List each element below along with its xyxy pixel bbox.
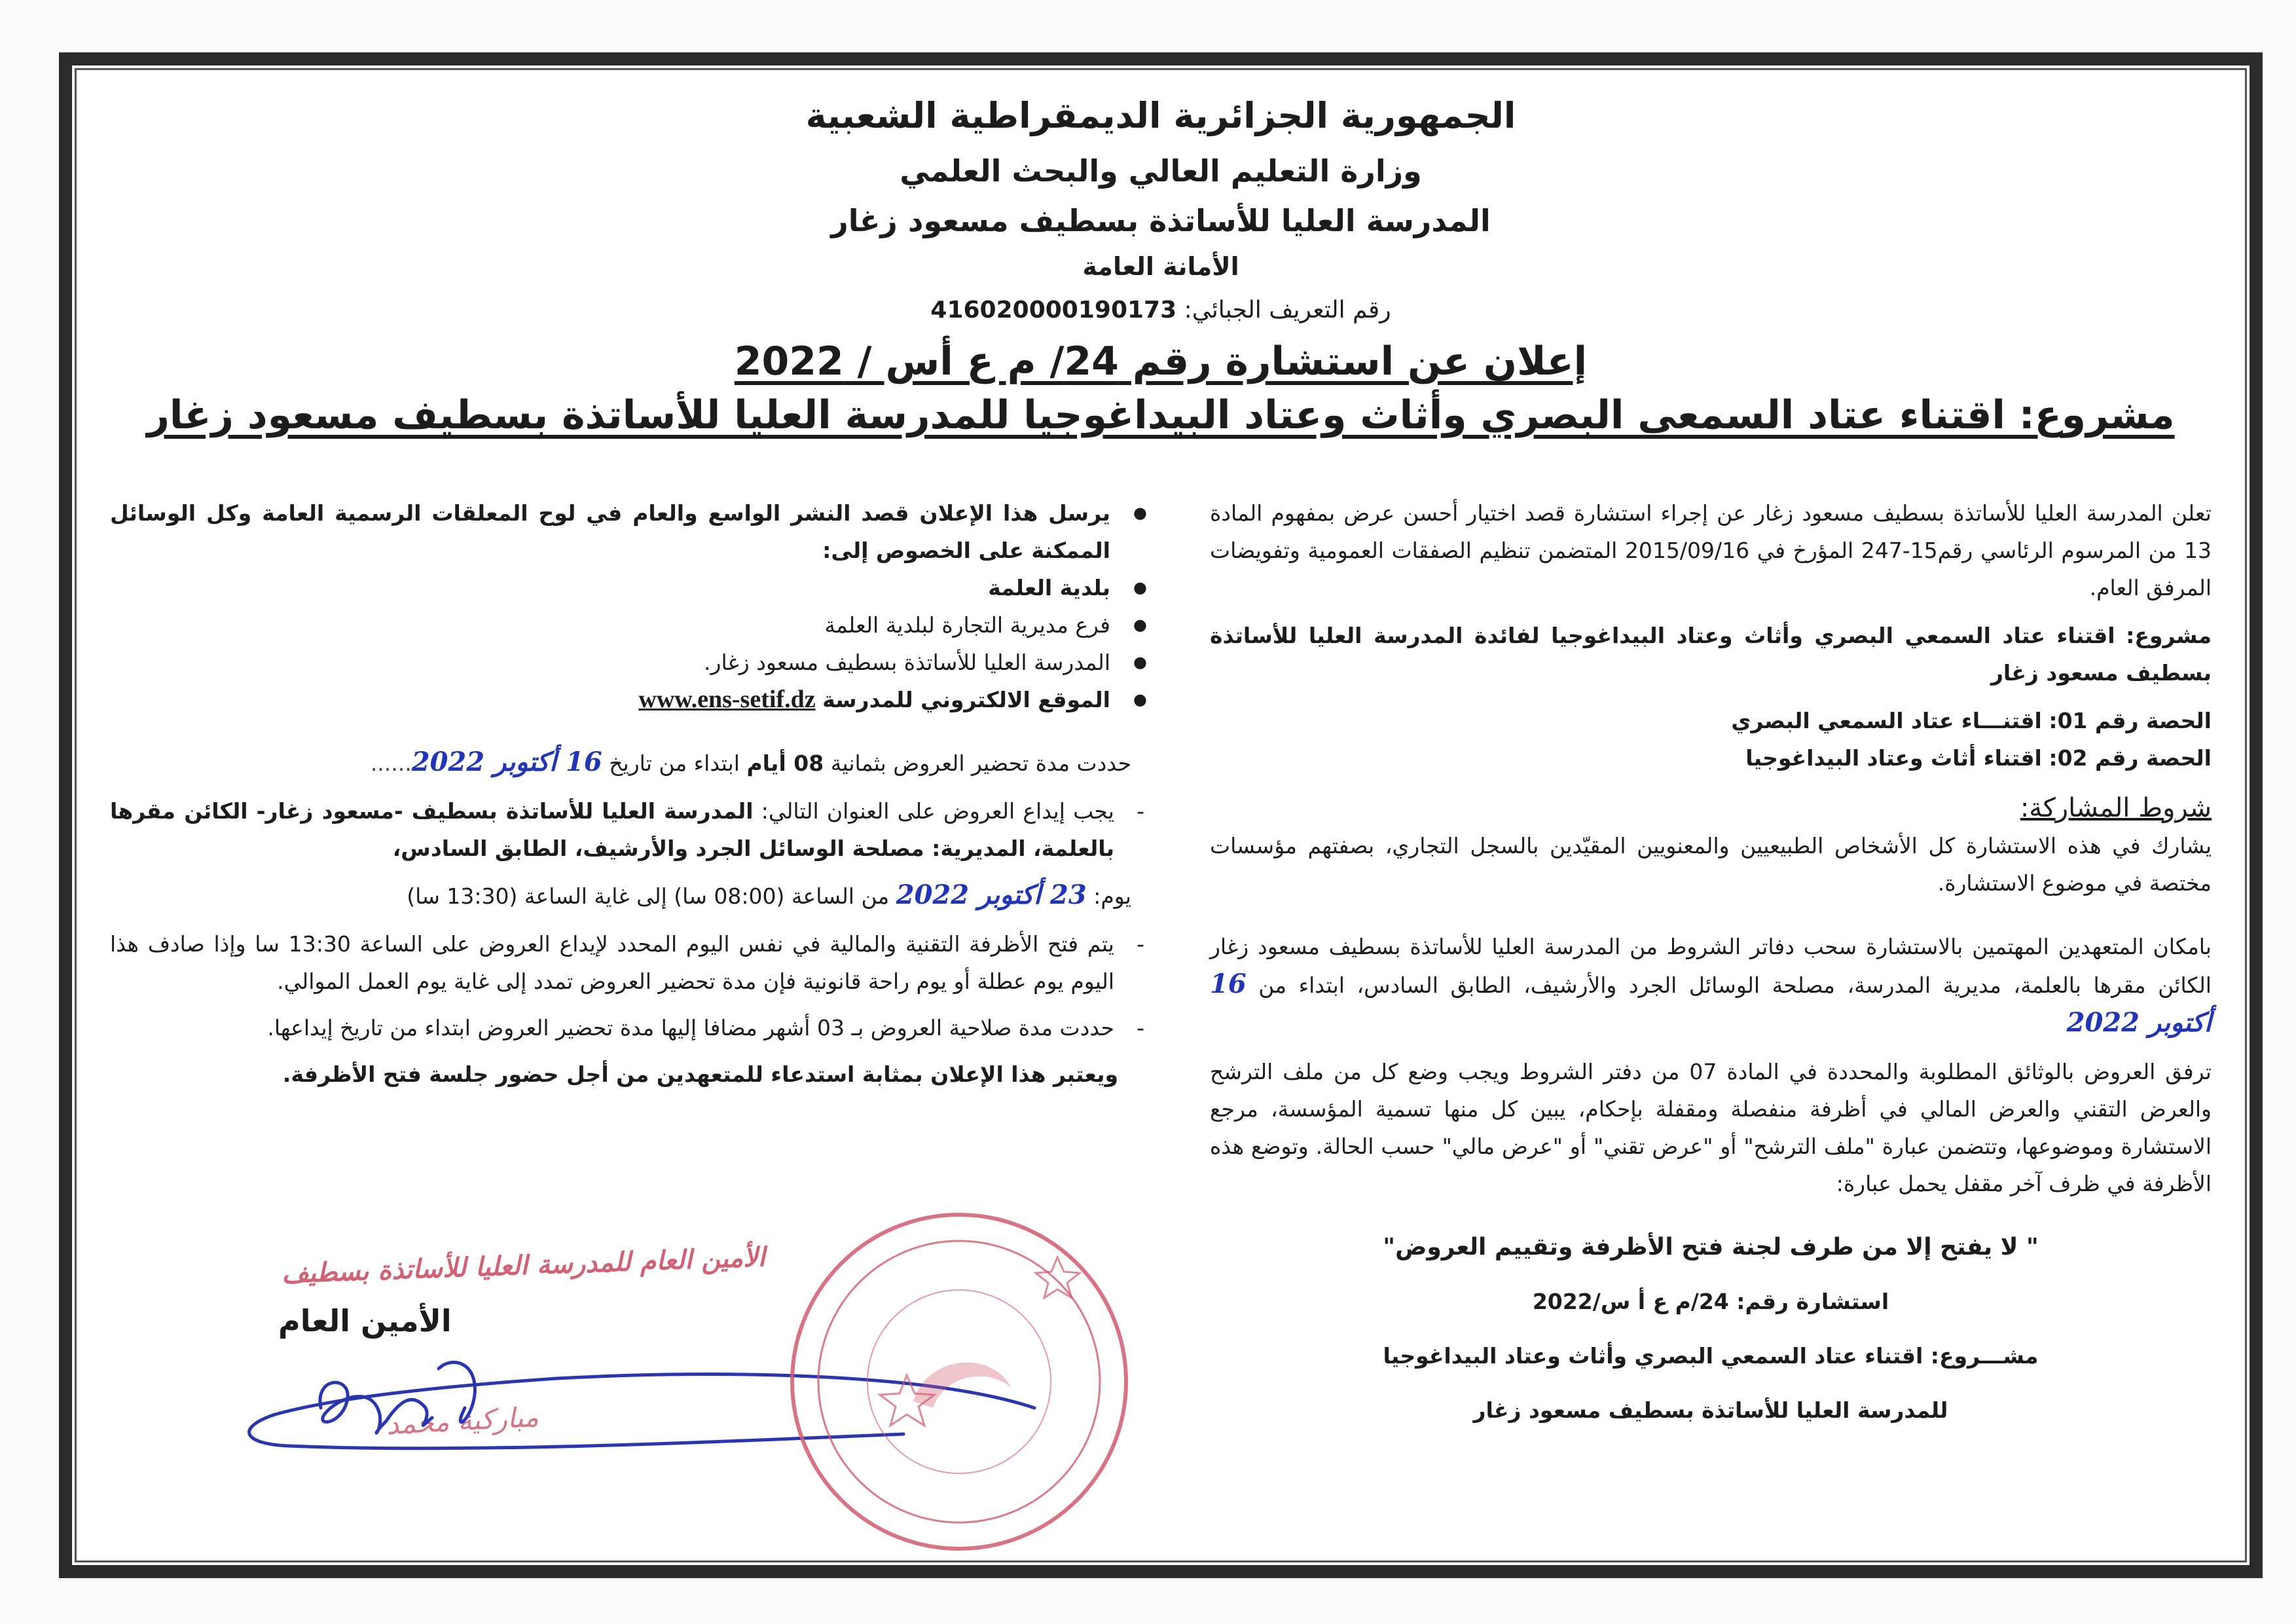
envelope-school: للمدرسة العليا للأساتذة بسطيف مسعود زغار <box>1473 1397 1948 1423</box>
lot-1-label: الحصة رقم 01: <box>2049 708 2212 733</box>
withdraw-paragraph <box>1210 928 2212 1043</box>
list-item: ● بلدية العلمة <box>110 569 1151 606</box>
deposit-hours: من الساعة (08:00 سا) إلى غاية الساعة (13:30 سا) <box>407 883 890 909</box>
lot-2-line <box>1210 739 2212 777</box>
publication-intro: ● يرسل هذا الإعلان قصد النشر الواسع والعام في لوح المعلقات الرسمية العامة وكل الوسائل الممكنة على الخصوص إلى: <box>110 494 1151 569</box>
project-paragraph <box>1210 617 2212 692</box>
duration-text-2: ابتداء من تاريخ <box>609 750 740 776</box>
list-item: ● فرع مديرية التجارة لبلدية العلمة <box>110 606 1151 644</box>
document-frame <box>59 52 2263 1578</box>
project-title: مشروع: اقتناء عتاد السمعى البصري وأثاث وعتاد البيداغوجيا للمدرسة العليا للأساتذة بسطيف مسعود زغار <box>147 392 2175 438</box>
republic-heading: الجمهورية الجزائرية الديمقراطية الشعبية <box>805 95 1516 136</box>
envelope-project: مشـــروع: اقتناء عتاد السمعي البصري وأثاث وعتاد البيداغوجيا <box>1383 1343 2039 1369</box>
tax-id-line <box>72 299 2250 322</box>
opening-paragraph: - يتم فتح الأظرفة التقنية والمالية في نفس اليوم المحدد لإيداع العروض على الساعة 13:30 سا وإذا صادف هذا اليوم يوم عطلة أو يوم راحة قانونية فإن مدة تحضير العروض تمدد إلى غاية يوم العمل الموالي. <box>110 925 1151 1000</box>
left-column <box>110 494 1151 1103</box>
lot-1-text: اقتنـــاء عتاد السمعي البصري <box>1731 708 2042 733</box>
project-label: مشروع: <box>2126 623 2212 648</box>
tax-id-value: 416020000190173 <box>930 297 1177 323</box>
stamp-line: الأمين العام للمدرسة العليا للأساتذة بسطيف <box>281 1242 766 1289</box>
tax-id-label: رقم التعريف الجبائي: <box>1184 297 1391 323</box>
list-item: ● المدرسة العليا للأساتذة بسطيف مسعود زغار. <box>110 644 1151 681</box>
school-heading: المدرسة العليا للأساتذة بسطيف مسعود زغار <box>831 203 1491 238</box>
duration-days: 08 أيام <box>746 750 824 776</box>
withdraw-text: بامكان المتعهدين المهتمين بالاستشارة سحب دفاتر الشروط من المدرسة العليا للأساتذة بسطيف مسعود زغار الكائن مقرها بالعلمة، مديرية المدرسة، مصلحة الوسائل الجرد والأرشيف، الطابق السادس، ابتداء من <box>1210 934 2212 998</box>
document-header <box>72 95 2250 438</box>
publication-list <box>110 494 1151 718</box>
duration-date-handwritten: 16 أكتوبر 2022 <box>411 747 602 777</box>
intro-paragraph: تعلن المدرسة العليا للأساتذة بسطيف مسعود زغار عن إجراء استشارة قصد اختيار أحسن عرض بمفهوم المادة 13 من المرسوم الرئاسي رقم15-247 المؤرخ في 2015/09/16 المتضمن تنظيم الصفقات العمومية وتفويضات المرفق العام. <box>1210 500 2212 600</box>
official-seal <box>782 1205 1136 1559</box>
envelope-inscription: " لا يفتح إلا من طرف لجنة فتح الأظرفة وتقييم العروض" <box>1383 1234 2039 1261</box>
offers-paragraph: ترفق العروض بالوثائق المطلوبة والمحددة في المادة 07 من دفتر الشروط ويجب وضع كل من ملف الترشح والعرض التقني والعرض المالي في أظرفة منفصلة ومقفلة بإحكام، يبين كل منها تسمية المؤسسة، مرجع الاستشارة وموضوعها، وتتضمن عبارة "ملف الترشح" أو "عرض تقني" أو "عرض مالي" حسب الحالة. وتوضع هذه الأظرفة في ظرف آخر مقفل يحمل عبارة: <box>1210 1059 2212 1196</box>
stamp-name: مباركية محمد <box>385 1400 539 1441</box>
deposit-date-handwritten: 23 أكتوبر 2022 <box>896 879 1087 910</box>
ministry-heading: وزارة التعليم العالي والبحث العلمي <box>900 153 1422 189</box>
right-column <box>1210 494 2212 1429</box>
deposit-address: المدرسة العليا للأساتذة بسطيف -مسعود زغار- الكائن مقرها بالعلمة، المديرية: مصلحة الوسائل الجرد والأرشيف، الطابق السادس، <box>110 798 1114 861</box>
lot-2-text: اقتناء أثاث وعتاد البيداغوجيا <box>1745 745 2042 771</box>
website-link[interactable]: www.ens-setif.dz <box>638 686 816 713</box>
project-text: اقتناء عتاد السمعي البصري وأثاث وعتاد البيداغوجيا لفائدة المدرسة العليا للأساتذة بسطيف مسعود زغار <box>1210 623 2212 686</box>
deposit-date-line <box>110 876 1151 915</box>
announcement-title: إعلان عن استشارة رقم 24/ م ع أس / 2022 <box>734 339 1588 384</box>
signature-title: الأمين العام <box>278 1303 452 1338</box>
conditions-title: شروط المشاركة: <box>2020 793 2212 823</box>
duration-text-1: حددت مدة تحضير العروض بثمانية <box>830 750 1131 776</box>
invitation-paragraph: ويعتبر هذا الإعلان بمثابة استدعاء للمتعهدين من أجل حضور جلسة فتح الأظرفة. <box>282 1061 1118 1087</box>
conditions-paragraph: يشارك في هذه الاستشارة كل الأشخاص الطبيعيين والمعنويين المقيّدين بالسجل التجاري، بصفتهم مؤسسات مختصة في موضوع الاستشارة. <box>1210 833 2212 896</box>
deposit-text: يجب إيداع العروض على العنوان التالي: <box>761 798 1114 824</box>
envelope-reference: استشارة رقم: 24/م ع أ س/2022 <box>1532 1289 1889 1314</box>
day-label: يوم: <box>1093 883 1131 909</box>
validity-paragraph: - حددت مدة صلاحية العروض بـ 03 أشهر مضافا إليها مدة تحضير العروض ابتداء من تاريخ إيداعها. <box>110 1009 1151 1046</box>
duration-paragraph: حددت مدة تحضير العروض بثمانية 08 أيام ابتداء من تاريخ 16 أكتوبر 2022...... <box>370 747 1131 777</box>
website-item <box>110 681 1151 718</box>
deposit-paragraph <box>110 792 1151 867</box>
withdraw-date-handwritten: 16 أكتوبر 2022 <box>1210 969 2212 1038</box>
secretariat-heading: الأمانة العامة <box>1082 252 1239 281</box>
lot-2-label: الحصة رقم 02: <box>2049 745 2212 771</box>
lot-1-line <box>1210 702 2212 739</box>
website-label: الموقع الالكتروني للمدرسة <box>822 687 1110 712</box>
